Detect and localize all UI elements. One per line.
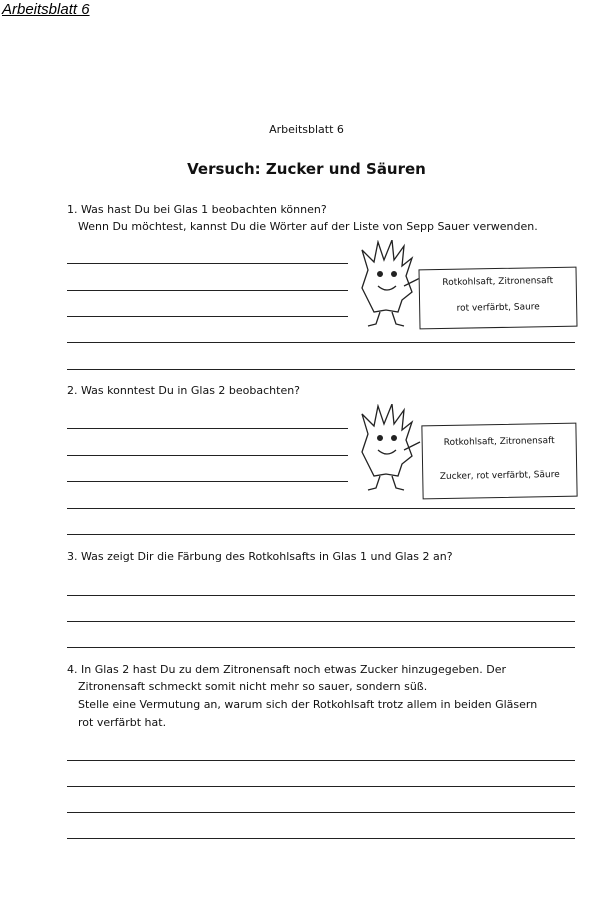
question-1-hint: Wenn Du möchtest, kannst Du die Wörter auf der Liste von Sepp Sauer verwenden. — [78, 220, 538, 233]
question-1-text: 1. Was hast Du bei Glas 1 beobachten können? — [67, 203, 327, 216]
answer-line[interactable] — [67, 481, 348, 482]
question-4-text: rot verfärbt hat. — [78, 716, 167, 729]
word-list-sign — [421, 423, 577, 500]
word-list-line: rot verfärbt, Saure — [456, 302, 540, 314]
spiky-mascot-icon — [354, 404, 424, 494]
word-list-line: Rotkohlsaft, Zitronensaft — [443, 436, 555, 448]
answer-line[interactable] — [67, 595, 575, 596]
answer-line[interactable] — [67, 263, 348, 264]
answer-line[interactable] — [67, 369, 575, 370]
word-list-line: Rotkohlsaft, Zitronensaft — [442, 276, 554, 288]
answer-line[interactable] — [67, 760, 575, 761]
corner-title: Arbeitsblatt 6 — [2, 1, 90, 18]
question-4-text: Zitronensaft schmeckt somit nicht mehr so sauer, sondern süß. — [78, 680, 428, 693]
answer-line[interactable] — [67, 621, 575, 622]
question-4-text: Stelle eine Vermutung an, warum sich der Rotkohlsaft trotz allem in beiden Gläsern — [78, 698, 538, 711]
answer-line[interactable] — [67, 342, 575, 343]
answer-line[interactable] — [67, 508, 575, 509]
word-list-sign — [418, 267, 577, 330]
word-list-line: Zucker, rot verfärbt, Säure — [439, 469, 560, 483]
answer-line[interactable] — [67, 316, 348, 317]
question-3-text: 3. Was zeigt Dir die Färbung des Rotkohlsafts in Glas 1 und Glas 2 an? — [67, 550, 453, 563]
question-4-text: 4. In Glas 2 hast Du zu dem Zitronensaft noch etwas Zucker hinzugegeben. Der — [67, 663, 507, 676]
answer-line[interactable] — [67, 534, 575, 535]
answer-line[interactable] — [67, 812, 575, 813]
spiky-mascot-icon — [354, 240, 424, 330]
question-2-text: 2. Was konntest Du in Glas 2 beobachten? — [67, 384, 301, 397]
answer-line[interactable] — [67, 290, 348, 291]
answer-line[interactable] — [67, 647, 575, 648]
answer-line[interactable] — [67, 428, 348, 429]
answer-line[interactable] — [67, 455, 348, 456]
answer-line[interactable] — [67, 838, 575, 839]
sheet-label: Arbeitsblatt 6 — [269, 123, 344, 136]
page-title: Versuch: Zucker und Säuren — [187, 160, 426, 178]
answer-line[interactable] — [67, 786, 575, 787]
